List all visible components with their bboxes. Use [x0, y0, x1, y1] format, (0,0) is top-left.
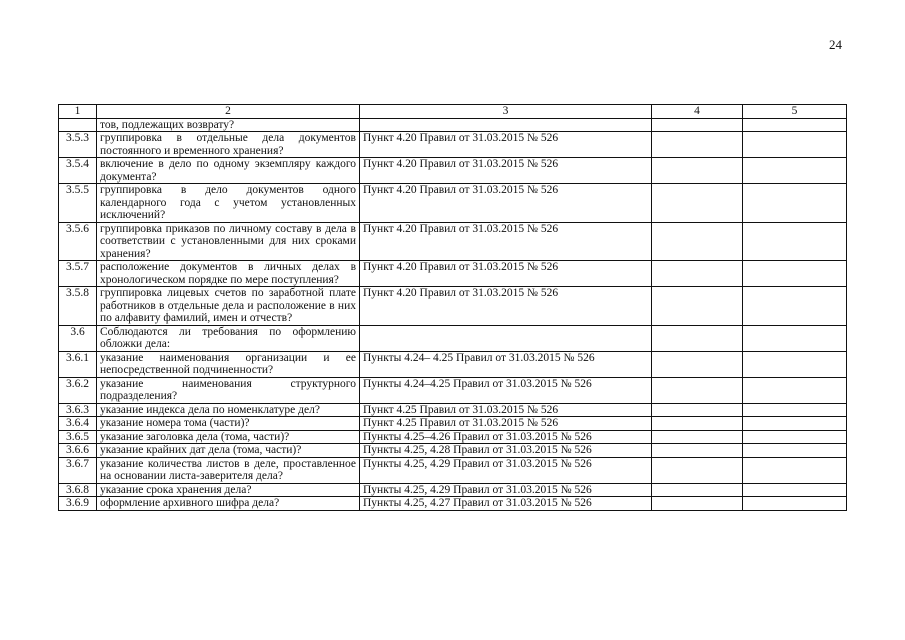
table-row [59, 158, 847, 184]
item-number: 3.6.1 [59, 351, 97, 377]
column-4-cell [652, 483, 743, 497]
column-4-cell [652, 261, 743, 287]
item-reference: Пункты 4.25, 4.29 Правил от 31.03.2015 № 526 [360, 457, 652, 483]
column-4-cell [652, 377, 743, 403]
item-number [59, 118, 97, 132]
item-description: расположение документов в личных делах в хронологическом порядке по мере поступления? [97, 261, 360, 287]
item-reference [360, 325, 652, 351]
column-4-cell [652, 351, 743, 377]
table-row [59, 417, 847, 431]
column-5-cell [743, 483, 847, 497]
item-number: 3.6.2 [59, 377, 97, 403]
column-5-cell [743, 430, 847, 444]
item-number: 3.6.3 [59, 403, 97, 417]
table-row [59, 483, 847, 497]
table-row [59, 132, 847, 158]
column-5-cell [743, 351, 847, 377]
column-5-cell [743, 222, 847, 261]
item-description: указание наименования организации и ее непосредственной подчиненности? [97, 351, 360, 377]
item-description: оформление архивного шифра дела? [97, 497, 360, 511]
item-reference: Пункты 4.24– 4.25 Правил от 31.03.2015 № 526 [360, 351, 652, 377]
column-5-cell [743, 261, 847, 287]
item-number: 3.5.7 [59, 261, 97, 287]
item-description: указание количества листов в деле, проставленное на основании листа-заверителя дела? [97, 457, 360, 483]
item-number: 3.6.4 [59, 417, 97, 431]
item-description: указание номера тома (части)? [97, 417, 360, 431]
item-description: группировка лицевых счетов по заработной плате работников в отдельные дела и расположение в них по алфавиту фамилий, имен и отчеств? [97, 287, 360, 326]
column-header: 3 [360, 105, 652, 119]
column-5-cell [743, 325, 847, 351]
table-row [59, 287, 847, 326]
checklist-table [58, 104, 847, 511]
item-description: указание индекса дела по номенклатуре дел? [97, 403, 360, 417]
column-4-cell [652, 287, 743, 326]
table-row [59, 351, 847, 377]
item-number: 3.6.7 [59, 457, 97, 483]
column-4-cell [652, 158, 743, 184]
item-description: указание крайних дат дела (тома, части)? [97, 444, 360, 458]
item-number: 3.6.6 [59, 444, 97, 458]
column-4-cell [652, 118, 743, 132]
table-row [59, 444, 847, 458]
table-row [59, 457, 847, 483]
item-number: 3.5.6 [59, 222, 97, 261]
item-reference: Пункт 4.20 Правил от 31.03.2015 № 526 [360, 132, 652, 158]
column-5-cell [743, 497, 847, 511]
item-reference: Пункты 4.24–4.25 Правил от 31.03.2015 № 526 [360, 377, 652, 403]
column-5-cell [743, 118, 847, 132]
item-reference: Пункт 4.20 Правил от 31.03.2015 № 526 [360, 158, 652, 184]
item-reference: Пункты 4.25, 4.27 Правил от 31.03.2015 № 526 [360, 497, 652, 511]
column-5-cell [743, 457, 847, 483]
item-description: указание срока хранения дела? [97, 483, 360, 497]
item-reference: Пункт 4.20 Правил от 31.03.2015 № 526 [360, 261, 652, 287]
column-4-cell [652, 417, 743, 431]
item-number: 3.6.9 [59, 497, 97, 511]
item-reference: Пункт 4.25 Правил от 31.03.2015 № 526 [360, 417, 652, 431]
item-description: группировка в дело документов одного календарного года с учетом установленных исключений? [97, 184, 360, 223]
item-description: указание наименования структурного подразделения? [97, 377, 360, 403]
item-reference: Пункт 4.20 Правил от 31.03.2015 № 526 [360, 184, 652, 223]
item-reference: Пункты 4.25–4.26 Правил от 31.03.2015 № 526 [360, 430, 652, 444]
item-description: включение в дело по одному экземпляру каждого документа? [97, 158, 360, 184]
table-row [59, 377, 847, 403]
item-reference: Пункты 4.25, 4.29 Правил от 31.03.2015 № 526 [360, 483, 652, 497]
item-reference: Пункт 4.20 Правил от 31.03.2015 № 526 [360, 222, 652, 261]
table-row [59, 118, 847, 132]
column-5-cell [743, 417, 847, 431]
column-4-cell [652, 325, 743, 351]
item-reference [360, 118, 652, 132]
column-5-cell [743, 184, 847, 223]
column-5-cell [743, 444, 847, 458]
page-number: 24 [829, 37, 842, 52]
table-row [59, 430, 847, 444]
column-4-cell [652, 457, 743, 483]
column-header: 4 [652, 105, 743, 119]
item-number: 3.5.4 [59, 158, 97, 184]
column-header: 1 [59, 105, 97, 119]
item-number: 3.5.5 [59, 184, 97, 223]
column-4-cell [652, 430, 743, 444]
item-description: группировка приказов по личному составу в дела в соответствии с установленными для них сроками хранения? [97, 222, 360, 261]
item-description: указание заголовка дела (тома, части)? [97, 430, 360, 444]
column-5-cell [743, 158, 847, 184]
column-5-cell [743, 377, 847, 403]
item-description: Соблюдаются ли требования по оформлению обложки дела: [97, 325, 360, 351]
column-4-cell [652, 132, 743, 158]
column-5-cell [743, 403, 847, 417]
column-header: 5 [743, 105, 847, 119]
column-5-cell [743, 132, 847, 158]
item-description: тов, подлежащих возврату? [97, 118, 360, 132]
column-4-cell [652, 222, 743, 261]
table-header-row [59, 105, 847, 119]
column-header: 2 [97, 105, 360, 119]
item-number: 3.6 [59, 325, 97, 351]
column-4-cell [652, 403, 743, 417]
item-reference: Пункты 4.25, 4.28 Правил от 31.03.2015 № 526 [360, 444, 652, 458]
table-body [59, 118, 847, 510]
item-description: группировка в отдельные дела документов постоянного и временного хранения? [97, 132, 360, 158]
table-row [59, 497, 847, 511]
column-4-cell [652, 184, 743, 223]
column-5-cell [743, 287, 847, 326]
column-4-cell [652, 497, 743, 511]
item-number: 3.5.8 [59, 287, 97, 326]
item-reference: Пункт 4.25 Правил от 31.03.2015 № 526 [360, 403, 652, 417]
column-4-cell [652, 444, 743, 458]
item-number: 3.5.3 [59, 132, 97, 158]
table-row [59, 325, 847, 351]
item-number: 3.6.8 [59, 483, 97, 497]
table-row [59, 403, 847, 417]
table-row [59, 184, 847, 223]
item-reference: Пункт 4.20 Правил от 31.03.2015 № 526 [360, 287, 652, 326]
table-row [59, 261, 847, 287]
item-number: 3.6.5 [59, 430, 97, 444]
table-row [59, 222, 847, 261]
